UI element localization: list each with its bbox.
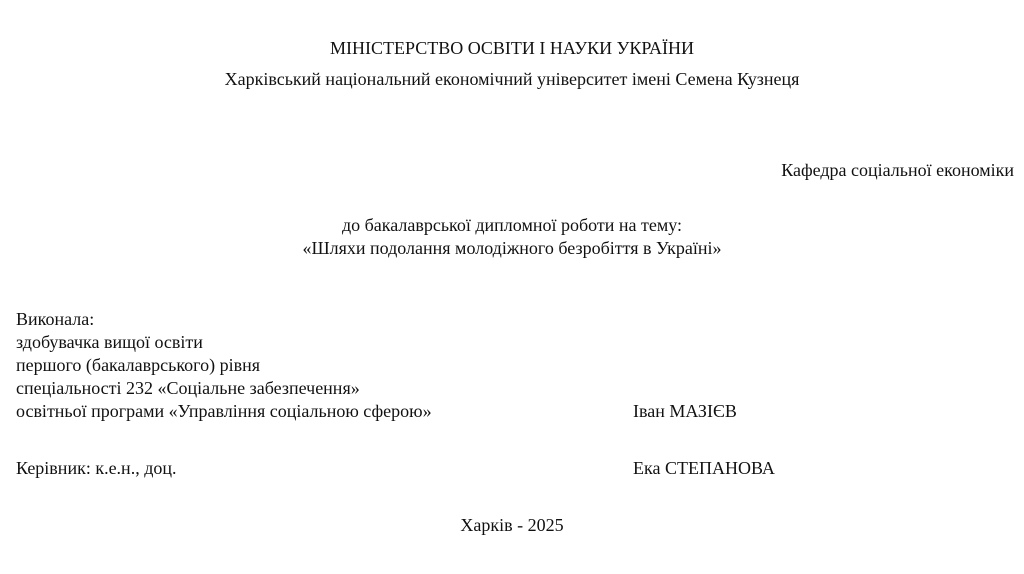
supervisor-name: Ека СТЕПАНОВА xyxy=(633,458,775,478)
author-label: Виконала: xyxy=(16,309,95,329)
author-level-line: першого (бакалаврського) рівня xyxy=(16,355,261,375)
thesis-topic: «Шляхи подолання молодіжного безробіття в Україні» xyxy=(302,238,722,258)
city-year: Харків - 2025 xyxy=(460,515,564,535)
author-degree-line: здобувачка вищої освіти xyxy=(16,332,203,352)
author-specialty-line: спеціальності 232 «Соціальне забезпечення» xyxy=(16,378,360,398)
author-name: Іван МАЗІЄВ xyxy=(633,401,737,421)
supervisor-label: Керівник: к.е.н., доц. xyxy=(16,458,177,478)
thesis-intro: до бакалаврської дипломної роботи на тему: xyxy=(341,215,683,235)
author-program-line: освітньої програми «Управління соціальною сферою» xyxy=(16,401,432,421)
university-name: Харківський національний економічний університет імені Семена Кузнеця xyxy=(224,69,800,89)
department-name: Кафедра соціальної економіки xyxy=(781,160,1014,180)
ministry-heading: МІНІСТЕРСТВО ОСВІТИ І НАУКИ УКРАЇНИ xyxy=(329,38,695,58)
